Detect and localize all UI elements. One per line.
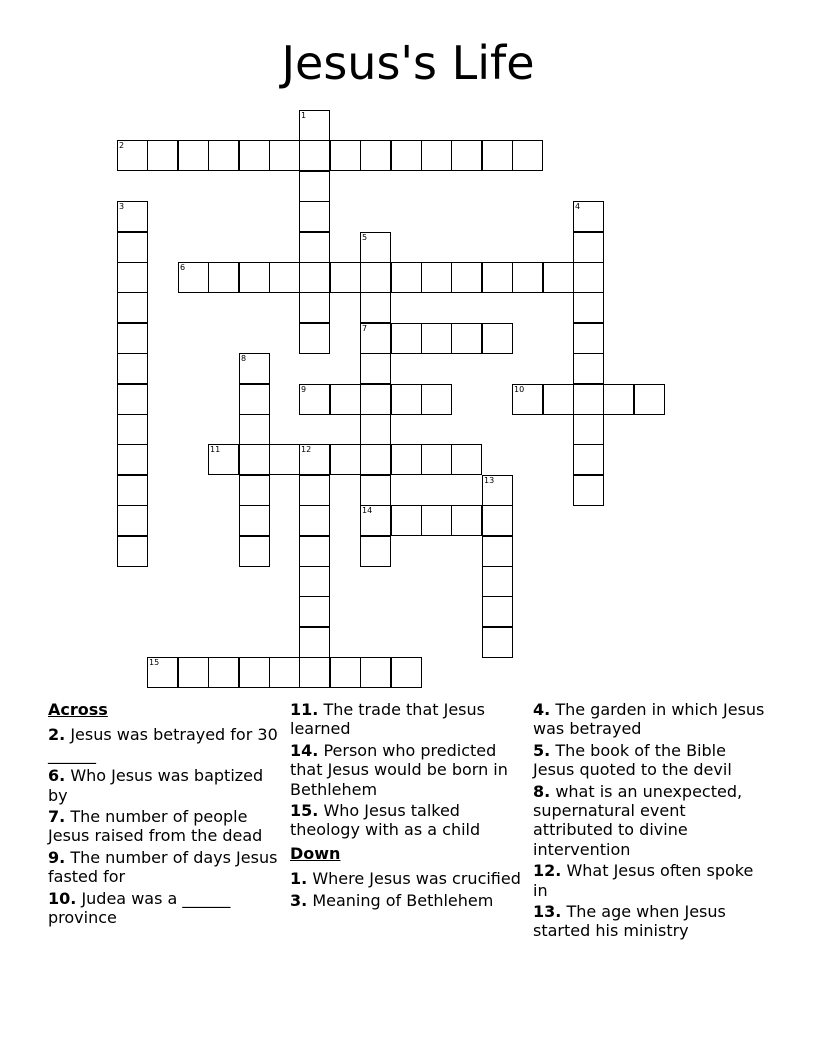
clue-number: 8. [533,781,551,801]
across-heading: Across [48,700,108,719]
grid-cell[interactable] [239,505,270,536]
clue-down-8 [533,782,765,860]
grid-cell[interactable] [117,505,148,536]
grid-cell[interactable] [573,201,604,232]
grid-cell[interactable] [360,262,391,293]
cell-number: 10 [514,385,525,394]
grid-cell[interactable] [573,414,604,445]
grid-cell[interactable] [451,505,482,536]
grid-cell[interactable] [330,657,361,688]
grid-cell[interactable] [451,262,482,293]
grid-cell[interactable] [330,384,361,415]
cell-number: 8 [241,354,247,363]
clue-down-1 [290,869,522,888]
clues-column-1 [48,700,280,929]
grid-cell[interactable] [239,657,270,688]
grid-cell[interactable] [573,444,604,475]
grid-cell[interactable] [360,232,391,263]
clue-across-6 [48,766,280,805]
grid-cell[interactable] [360,475,391,506]
clue-text: The garden in which Jesus was betrayed [533,700,765,739]
clue-text: what is an unexpected, supernatural event attributed to divine intervention [533,781,743,859]
clue-across-9 [48,848,280,887]
grid-cell[interactable] [360,414,391,445]
grid-cell[interactable] [117,201,148,232]
grid-cell[interactable] [299,596,330,627]
grid-cell[interactable] [360,384,391,415]
grid-cell[interactable] [299,262,330,293]
grid-cell[interactable] [512,384,543,415]
grid-cell[interactable] [208,657,239,688]
clue-across-7 [48,807,280,846]
cell-number: 11 [210,445,221,454]
grid-cell[interactable] [573,262,604,293]
clue-down-12 [533,861,765,900]
cell-number: 5 [362,233,368,242]
clue-text: The trade that Jesus learned [290,700,485,739]
cell-number: 4 [575,202,581,211]
clue-across-11 [290,700,522,739]
grid-cell[interactable] [147,140,178,171]
clue-text: Where Jesus was crucified [312,869,521,889]
grid-cell[interactable] [269,140,300,171]
grid-cell[interactable] [391,444,422,475]
clue-text: Person who predicted that Jesus would be born in Bethlehem [290,740,508,799]
grid-cell[interactable] [299,384,330,415]
cell-number: 13 [484,476,495,485]
clue-number: 7. [48,807,66,827]
clue-number: 2. [48,725,66,745]
grid-cell[interactable] [360,353,391,384]
grid-cell[interactable] [360,140,391,171]
clue-text: The book of the Bible Jesus quoted to the devil [533,740,732,780]
grid-cell[interactable] [299,627,330,658]
clue-across-10 [48,889,280,928]
grid-cell[interactable] [269,444,300,475]
grid-cell[interactable] [451,140,482,171]
clues-column-3 [533,700,765,943]
grid-cell[interactable] [391,262,422,293]
grid-cell[interactable] [391,657,422,688]
cell-number: 3 [119,202,125,211]
grid-cell[interactable] [573,323,604,354]
grid-cell[interactable] [482,536,513,567]
clue-down-4 [533,700,765,739]
cell-number: 9 [301,385,307,394]
grid-cell[interactable] [634,384,665,415]
grid-cell[interactable] [299,292,330,323]
clue-across-15 [290,801,522,840]
clue-down-5 [533,741,765,780]
grid-cell[interactable] [330,262,361,293]
grid-cell[interactable] [482,140,513,171]
grid-cell[interactable] [117,414,148,445]
grid-cell[interactable] [208,262,239,293]
grid-cell[interactable] [299,232,330,263]
grid-cell[interactable] [117,444,148,475]
grid-cell[interactable] [117,262,148,293]
grid-cell[interactable] [117,232,148,263]
grid-cell[interactable] [360,657,391,688]
grid-cell[interactable] [208,444,239,475]
cell-number: 2 [119,141,125,150]
grid-cell[interactable] [391,384,422,415]
grid-cell[interactable] [178,657,209,688]
grid-cell[interactable] [512,262,543,293]
clue-text: The number of days Jesus fasted for [48,847,278,887]
grid-cell[interactable] [421,444,452,475]
clue-text: The number of people Jesus raised from the dead [48,807,263,846]
cell-number: 12 [301,445,312,454]
cell-number: 7 [362,324,368,333]
clue-number: 11. [290,700,319,719]
clue-number: 6. [48,766,66,786]
grid-cell[interactable] [117,353,148,384]
grid-cell[interactable] [299,657,330,688]
clue-number: 3. [290,890,308,910]
grid-cell[interactable] [360,323,391,354]
grid-cell[interactable] [603,384,634,415]
grid-cell[interactable] [269,657,300,688]
clue-number: 12. [533,861,562,881]
cell-number: 1 [301,111,307,120]
grid-cell[interactable] [117,323,148,354]
grid-cell[interactable] [147,657,178,688]
grid-cell[interactable] [299,201,330,232]
cell-number: 15 [149,658,160,667]
clues-column-2 [290,700,522,912]
puzzle-title: Jesus's Life [281,36,535,90]
clue-number: 9. [48,847,66,867]
grid-cell[interactable] [451,323,482,354]
grid-cell[interactable] [239,353,270,384]
grid-cell[interactable] [573,353,604,384]
grid-cell[interactable] [330,140,361,171]
grid-cell[interactable] [239,140,270,171]
grid-cell[interactable] [421,262,452,293]
clue-number: 14. [290,740,319,760]
grid-cell[interactable] [391,323,422,354]
clue-number: 4. [533,700,551,719]
cell-number: 14 [362,506,373,515]
grid-cell[interactable] [239,444,270,475]
clue-text: The age when Jesus started his ministry [533,902,726,941]
grid-cell[interactable] [330,444,361,475]
grid-cell[interactable] [573,232,604,263]
down-heading: Down [290,843,341,863]
grid-cell[interactable] [421,323,452,354]
grid-cell[interactable] [299,171,330,202]
grid-cell[interactable] [117,140,148,171]
grid-cell[interactable] [421,140,452,171]
grid-cell[interactable] [543,262,574,293]
clue-text: Who Jesus talked theology with as a child [290,801,481,840]
clue-down-3 [290,891,522,910]
grid-cell[interactable] [391,505,422,536]
grid-cell[interactable] [239,262,270,293]
grid-cell[interactable] [117,384,148,415]
clue-text: Jesus was betrayed for 30 ______ [48,725,278,764]
grid-cell[interactable] [573,384,604,415]
clue-text: What Jesus often spoke in [533,861,754,900]
grid-cell[interactable] [178,140,209,171]
grid-cell[interactable] [208,140,239,171]
grid-cell[interactable] [360,444,391,475]
clue-number: 1. [290,869,308,889]
clue-text: Who Jesus was baptized by [48,766,264,805]
grid-cell[interactable] [117,536,148,567]
grid-cell[interactable] [269,262,300,293]
grid-cell[interactable] [482,262,513,293]
grid-cell[interactable] [482,323,513,354]
grid-cell[interactable] [117,292,148,323]
grid-cell[interactable] [360,292,391,323]
cell-number: 6 [180,263,186,272]
grid-cell[interactable] [512,140,543,171]
grid-cell[interactable] [239,414,270,445]
grid-cell[interactable] [482,475,513,506]
clue-text: Judea was a ______ province [48,888,231,928]
grid-cell[interactable] [299,140,330,171]
grid-cell[interactable] [239,536,270,567]
clue-number: 5. [533,740,551,760]
grid-cell[interactable] [360,536,391,567]
grid-cell[interactable] [299,323,330,354]
grid-cell[interactable] [239,384,270,415]
clue-number: 15. [290,801,319,821]
clue-text: Meaning of Bethlehem [312,890,494,910]
grid-cell[interactable] [360,505,391,536]
grid-cell[interactable] [421,384,452,415]
grid-cell[interactable] [421,505,452,536]
grid-cell[interactable] [391,140,422,171]
grid-cell[interactable] [239,475,270,506]
grid-cell[interactable] [299,566,330,597]
grid-cell[interactable] [451,444,482,475]
grid-cell[interactable] [573,475,604,506]
grid-cell[interactable] [299,536,330,567]
grid-cell[interactable] [543,384,574,415]
clue-number: 10. [48,888,77,908]
grid-cell[interactable] [482,596,513,627]
grid-cell[interactable] [299,444,330,475]
clue-number: 13. [533,902,562,922]
grid-cell[interactable] [482,627,513,658]
grid-cell[interactable] [573,292,604,323]
grid-cell[interactable] [178,262,209,293]
grid-cell[interactable] [299,475,330,506]
grid-cell[interactable] [482,566,513,597]
grid-cell[interactable] [117,475,148,506]
grid-cell[interactable] [299,110,330,141]
clue-across-2 [48,725,280,764]
clue-across-14 [290,741,522,799]
clue-down-13 [533,902,765,941]
grid-cell[interactable] [482,505,513,536]
grid-cell[interactable] [299,505,330,536]
